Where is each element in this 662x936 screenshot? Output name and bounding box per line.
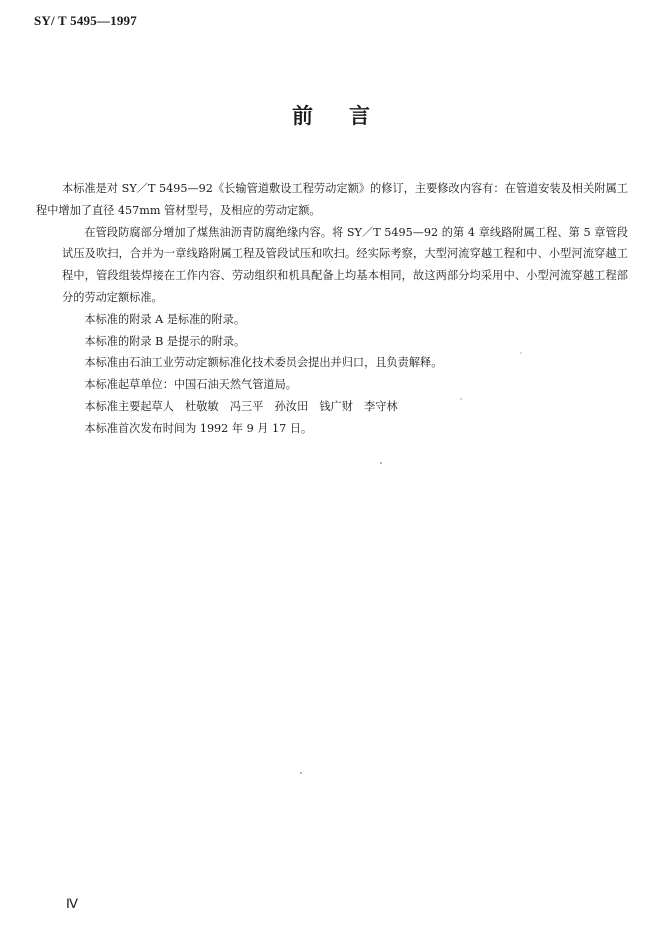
paragraph-drafters: 本标准主要起草人 杜敬敏 冯三平 孙汝田 钱广财 李守林 [84,399,398,413]
paragraph-proposer: 本标准由石油工业劳动定额标准化技术委员会提出并归口，且负责解释。 [84,356,443,370]
page-number: Ⅳ [66,896,78,911]
paragraph-changes: 在管段防腐部分增加了煤焦油沥青防腐绝缘内容。将 SY／T 5495—92 的第 4 章线路附属工程、第 5 章管段试压及吹扫，合并为一章线路附属工程及管段试压和吹扫。经实际考察，大型河流穿越工程和中、小型河流穿越工程中，管段组装焊接在工作内容、劳动组织和机具配备上均基本相同，故这两部分均采用中、小型河流穿越工程部分的劳动定额标准。 [62,225,628,304]
paragraph-first-release: 本标准首次发布时间为 1992 年 9 月 17 日。 [84,421,313,435]
page-title [0,100,662,130]
scan-speck [460,398,462,400]
foreword-body [36,178,628,440]
title-char-2: 言 [349,104,370,128]
scan-speck [520,352,522,354]
paragraph-appendix-b: 本标准的附录 B 是提示的附录。 [84,334,246,348]
paragraph-drafting-unit: 本标准起草单位：中国石油天然气管道局。 [84,378,297,392]
standard-code: SY/ T 5495—1997 [34,13,137,28]
scan-speck [380,462,382,464]
title-char-1: 前 [292,104,313,128]
paragraph-revision: 本标准是对 SY／T 5495—92《长输管道敷设工程劳动定额》的修订，主要修改内容有：在管道安装及相关附属工程中增加了直径 457mm 管材型号，及相应的劳动定额。 [36,182,628,217]
paragraph-appendix-a: 本标准的附录 A 是标准的附录。 [84,312,246,326]
scan-speck [300,772,302,774]
